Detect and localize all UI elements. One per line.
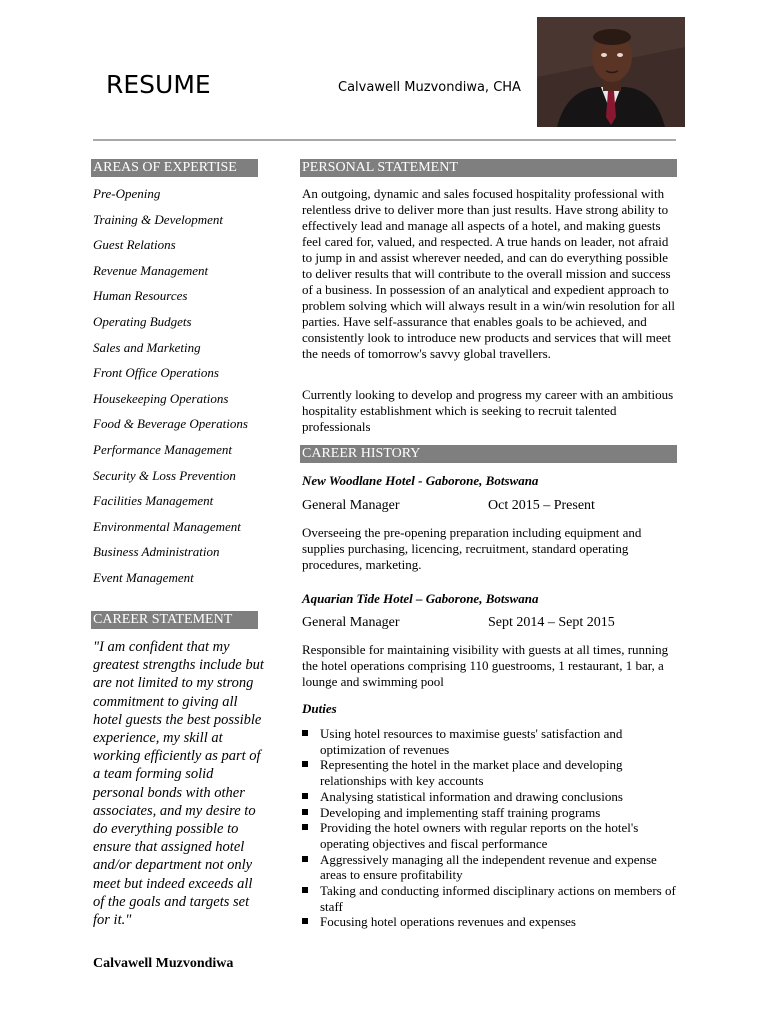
job-role: General Manager (302, 498, 400, 513)
list-item: Focusing hotel operations revenues and expenses (302, 914, 682, 930)
job-role: General Manager (302, 615, 400, 630)
list-item: Training & Development (93, 211, 223, 227)
list-item: Security & Loss Prevention (93, 467, 236, 483)
header-divider (93, 139, 676, 141)
areas-of-expertise-heading: AREAS OF EXPERTISE (91, 159, 258, 177)
list-item: Event Management (93, 569, 194, 585)
bullet-icon (302, 761, 308, 767)
profile-photo (537, 17, 685, 127)
list-item: Business Administration (93, 544, 220, 560)
bullet-icon (302, 918, 308, 924)
list-item: Taking and conducting informed disciplinary actions on members of staff (302, 883, 682, 914)
list-item: Developing and implementing staff training programs (302, 805, 682, 821)
signature-name: Calvawell Muzvondiwa (93, 956, 234, 971)
list-item: Environmental Management (93, 518, 241, 534)
job-hotel-name: New Woodlane Hotel - Gaborone, Botswana (302, 473, 539, 488)
list-item: Housekeeping Operations (93, 390, 229, 406)
duties-heading: Duties (302, 701, 337, 716)
job-hotel-name: Aquarian Tide Hotel – Gaborone, Botswana (302, 591, 539, 606)
resume-title: RESUME (106, 70, 211, 99)
list-item: Front Office Operations (93, 365, 219, 381)
list-item: Representing the hotel in the market place and developing relationships with key accounts (302, 757, 682, 788)
list-item: Guest Relations (93, 237, 176, 253)
list-item: Aggressively managing all the independent revenue and expense areas to ensure profitability (302, 852, 682, 883)
list-item: Revenue Management (93, 262, 209, 278)
list-item: Operating Budgets (93, 313, 192, 329)
duties-list (302, 726, 682, 930)
bullet-icon (302, 887, 308, 893)
personal-statement-heading: PERSONAL STATEMENT (300, 159, 677, 177)
list-item: Performance Management (93, 441, 232, 457)
list-item: Pre-Opening (93, 186, 161, 201)
list-item: Food & Beverage Operations (93, 416, 248, 432)
career-history-heading: CAREER HISTORY (300, 445, 677, 463)
career-statement-text: "I am confident that my greatest strengths include but are not limited to my strong commitment to giving all hotel guests the best possible experience, my skill at working efficiently as part of a team forming solid personal bonds with other associates, and my desire to do everything possible to ensure that assigned hotel and/or department not only meet but indeed exceeds all of the goals and targets set for it." (93, 639, 264, 929)
list-item: Providing the hotel owners with regular reports on the hotel's operating objectives and fiscal performance (302, 820, 682, 851)
job-description: Overseeing the pre-opening preparation including equipment and supplies purchasing, licencing, recruitment, standard operating procedures, marketing. (302, 525, 642, 572)
list-item: Human Resources (93, 288, 188, 304)
job-description: Responsible for maintaining visibility with guests at all times, running the hotel operations comprising 110 guestrooms, 1 restaurant, 1 bar, a lounge and swimming pool (302, 642, 669, 689)
list-item: Sales and Marketing (93, 339, 201, 355)
personal-statement-paragraph-1: An outgoing, dynamic and sales focused hospitality professional with relentless drive to deliver more than just results. Have strong ability to effectively lead and manage all aspects of a hotel, and making guests feel cared for, valued, and respected. A true hands on leader, not afraid to jump in and assist wherever needed, and can do everything possible to deliver results that will contribute to the overall mission and success of a business. In possession of an analytical and expedient approach to problem solving which will always result in a win/win resolution for all parties. Have self-assurance that enables goals to be achieved, and consistently look to introduce new products and services that will meet the needs of tomorrow's savvy global travellers. (302, 186, 675, 361)
list-item: Facilities Management (93, 493, 214, 509)
bullet-icon (302, 793, 308, 799)
candidate-name: Calvawell Muzvondiwa, CHA (338, 80, 521, 95)
expertise-list (93, 186, 248, 596)
list-item: Analysing statistical information and drawing conclusions (302, 789, 682, 805)
bullet-icon (302, 856, 308, 862)
bullet-icon (302, 730, 308, 736)
personal-statement-paragraph-2: Currently looking to develop and progress my career with an ambitious hospitality establishment which is seeking to recruit talented professionals (302, 387, 674, 434)
bullet-icon (302, 824, 308, 830)
job-dates: Sept 2014 – Sept 2015 (488, 615, 615, 630)
career-statement-heading: CAREER STATEMENT (91, 611, 258, 629)
job-dates: Oct 2015 – Present (488, 498, 595, 513)
bullet-icon (302, 809, 308, 815)
list-item: Using hotel resources to maximise guests' satisfaction and optimization of revenues (302, 726, 682, 757)
